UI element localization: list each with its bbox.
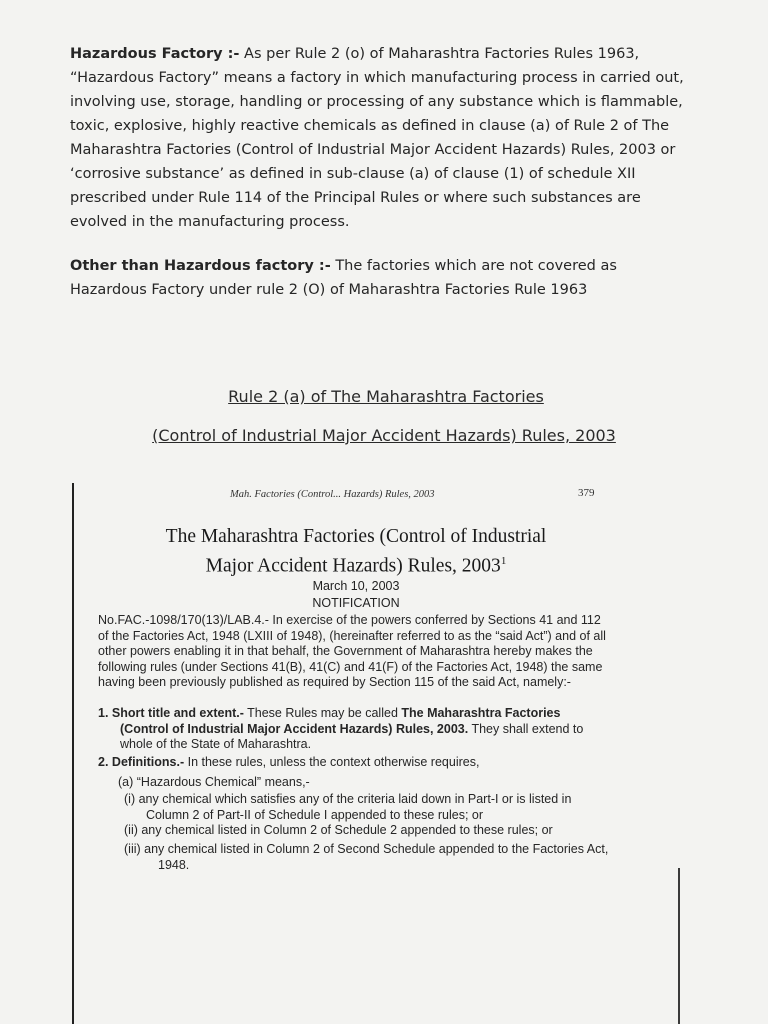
other-than-hazardous-paragraph [70, 254, 690, 302]
document-title-line-1: The Maharashtra Factories (Control of Industrial [165, 526, 547, 547]
section-2-text: In these rules, unless the context otherwise requires, [184, 755, 480, 769]
page-number: 379 [578, 487, 595, 499]
section-1-number: 1. [98, 706, 109, 720]
notification-date: March 10, 2003 [312, 579, 400, 593]
definition-iii [124, 842, 616, 873]
definition-ii-text: (ii) any chemical listed in Column 2 of Schedule 2 appended to these rules; or [124, 823, 553, 837]
section-1-text-before: These Rules may be called [243, 706, 402, 720]
section-1-content [98, 706, 612, 753]
document-title [96, 525, 616, 579]
notification-heading: NOTIFICATION [312, 596, 400, 610]
document-title-line-2 [96, 549, 616, 579]
section-2-number: 2. [98, 755, 109, 769]
definition-i [124, 792, 616, 823]
other-than-hazardous-term: Other than Hazardous factory :- [70, 258, 331, 274]
scan-left-border [72, 483, 74, 1024]
section-2 [98, 755, 612, 771]
section-1 [98, 706, 612, 753]
title-footnote-mark: 1 [500, 555, 507, 567]
other-than-hazardous-definition: The factories which are not covered as Hazardous Factory under rule 2 (O) of Maharashtra Factories Rule 1963 [70, 258, 617, 298]
section-1-text-after: They shall extend to whole of the State of Maharashtra. [120, 721, 584, 751]
hazardous-factory-paragraph [70, 42, 690, 234]
section-1-rules-name: The Maharashtra Factories (Control of Industrial Major Accident Hazards) Rules, 2003. [120, 706, 561, 736]
definition-i-text: (i) any chemical which satisfies any of the criteria laid down in Part-I or is listed in Column 2 of Part-II of Schedule I appended to these rules; or [124, 792, 572, 822]
definition-iii-text: (iii) any chemical listed in Column 2 of Second Schedule appended to the Factories Act, 1948. [124, 842, 609, 872]
definition-ii [124, 823, 616, 839]
document-title-line-2-text: Major Accident Hazards) Rules, 2003 [205, 555, 501, 577]
hazardous-factory-term: Hazardous Factory :- [70, 46, 240, 62]
rule-heading-line-2: (Control of Industrial Major Accident Hazards) Rules, 2003 [152, 426, 616, 445]
hazardous-factory-definition: As per Rule 2 (o) of Maharashtra Factories Rules 1963, “Hazardous Factory” means a factory in which manufacturing process in carried out, involving use, storage, handling or processing of any substance which is flammable, toxic, explosive, highly reactive chemicals as defined in clause (a) of Rule 2 of The Maharashtra Factories (Control of Industrial Major Accident Hazards) Rules, 2003 or ‘corrosive substance’ as defined in sub-clause (a) of clause (1) of schedule XII prescribed under Rule 114 of the Principal Rules or where such substances are evolved in the manufacturing process. [70, 46, 684, 230]
notification-text: No.FAC.-1098/170(13)/LAB.4.- In exercise of the powers conferred by Sections 41 and 112 of the Factories Act, 1948 (LXIII of 1948), (hereinafter referred to as the “said Act”) and of all other powers enabling it in that behalf, the Government of Maharashtra hereby makes the following rules (under Sections 41(B), 41(C) and 41(F) of the Factories Act, 1948) the same having been previously published as required by Section 115 of the said Act, namely:- [98, 613, 606, 689]
definition-a: (a) “Hazardous Chemical” means,- [118, 775, 310, 789]
section-1-heading: Short title and extent.- [111, 706, 244, 720]
rule-heading-line-1: Rule 2 (a) of The Maharashtra Factories [228, 387, 544, 406]
scan-right-border [678, 868, 680, 1024]
section-2-heading: Definitions.- [111, 755, 185, 769]
running-header: Mah. Factories (Control... Hazards) Rules, 2003 [230, 489, 435, 500]
